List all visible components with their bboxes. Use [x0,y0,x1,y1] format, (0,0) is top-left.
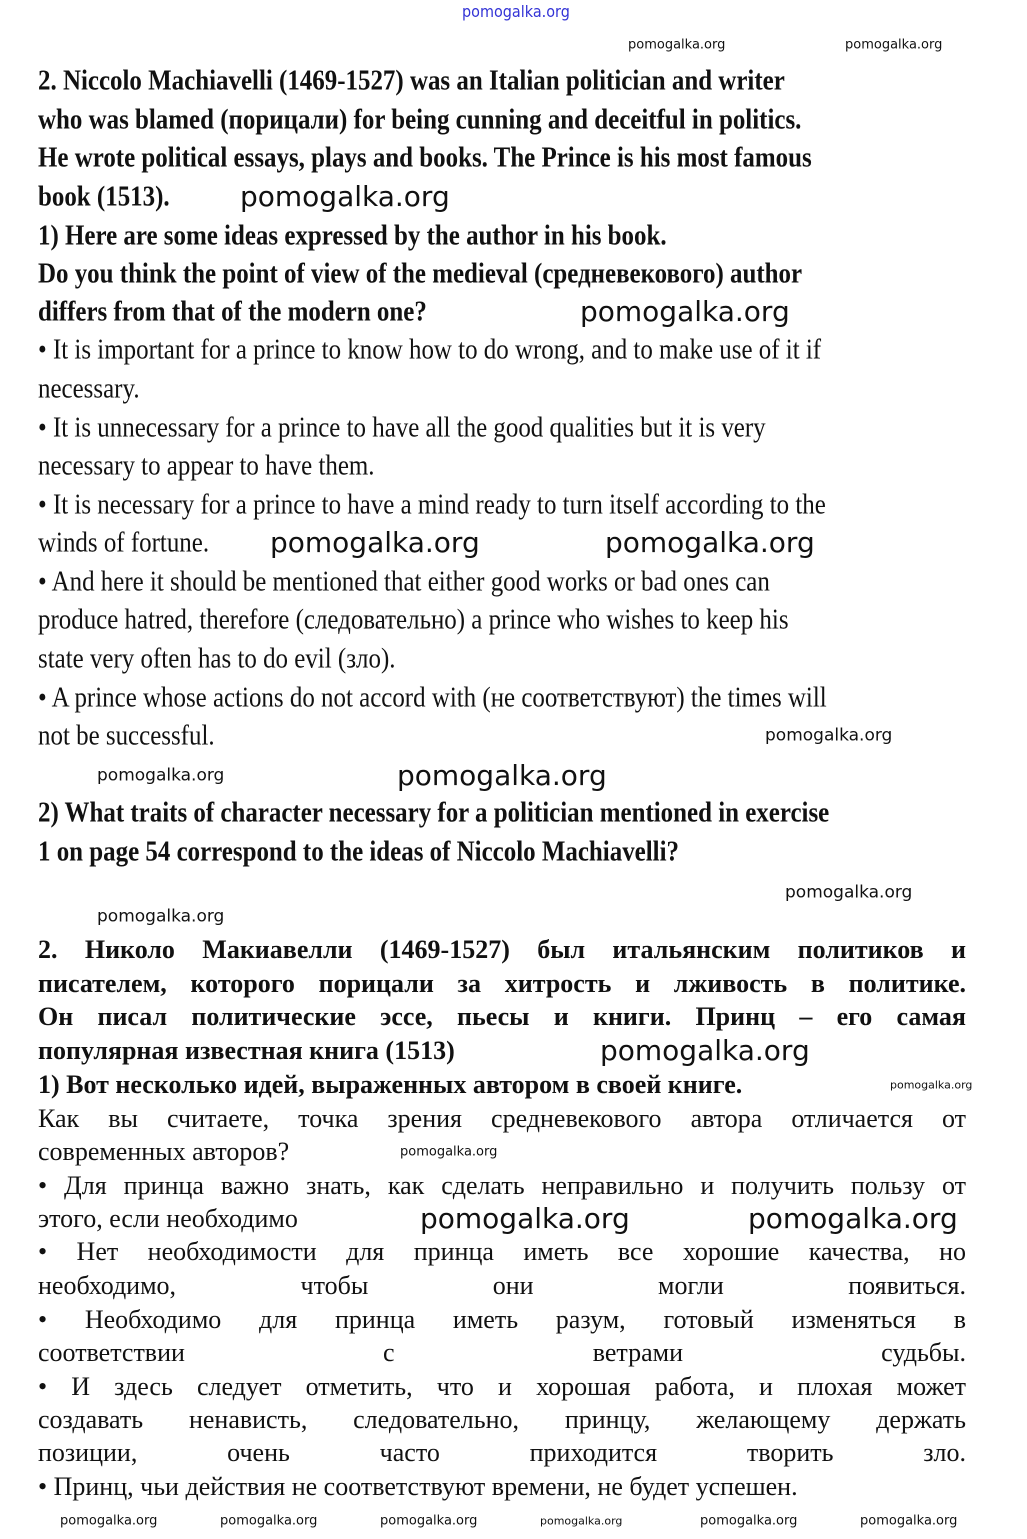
russian-bullet-line: позиции, очень часто приходится творить зло. [38,1438,966,1467]
english-text-line: Do you think the point of view of the medieval (средневекового) author [38,257,803,290]
russian-text-line: Как вы считаете, точка зрения средневекового автора отличается от [38,1104,966,1133]
english-bullet-line: necessary to appear to have them. [38,449,375,482]
english-question-heading: 1) Here are some ideas expressed by the author in his book. [38,219,667,252]
watermark: pomogalka.org [97,765,225,786]
english-bullet-line: • And here it should be mentioned that either good works or bad ones can [38,565,770,598]
watermark: pomogalka.org [240,180,450,213]
watermark: pomogalka.org [220,1513,318,1529]
russian-text-line: 2. Николо Макиавелли (1469-1527) был итальянским политиков и [38,935,966,964]
russian-bullet-line: • Принц, чьи действия не соответствуют времени, не будет успешен. [38,1472,798,1501]
watermark: pomogalka.org [400,1144,498,1160]
russian-bullet-line: • Необходимо для принца иметь разум, готовый изменяться в [38,1305,966,1334]
watermark: pomogalka.org [380,1513,478,1529]
watermark: pomogalka.org [785,882,913,903]
russian-bullet-line: соответствии с ветрами судьбы. [38,1338,966,1367]
watermark: pomogalka.org [397,759,607,792]
english-bullet-line: winds of fortune. [38,526,210,559]
watermark: pomogalka.org [890,1078,973,1092]
watermark: pomogalka.org [628,37,726,53]
watermark: pomogalka.org [700,1513,798,1529]
russian-text-line: современных авторов? [38,1137,290,1166]
russian-bullet-line: • Для принца важно знать, как сделать неправильно и получить пользу от [38,1171,966,1200]
watermark: pomogalka.org [600,1034,810,1067]
english-text-line: book (1513). [38,180,170,213]
watermark: pomogalka.org [580,295,790,328]
english-text-line: differs from that of the modern one? [38,295,427,328]
russian-bullet-line: • Нет необходимости для принца иметь все хорошие качества, но [38,1237,966,1266]
russian-text-line: Он писал политические эссе, пьесы и книги. Принц – его самая [38,1002,966,1031]
english-text-line: 2. Niccolo Machiavelli (1469-1527) was an Italian politician and writer [38,64,785,97]
watermark: pomogalka.org [860,1513,958,1529]
russian-bullet-line: • И здесь следует отметить, что и хорошая работа, и плохая может [38,1372,966,1401]
english-bullet-line: state very often has to do evil (зло). [38,642,396,675]
russian-text-line: популярная известная книга (1513) [38,1036,455,1065]
english-text-line: He wrote political essays, plays and books. The Prince is his most famous [38,141,812,174]
watermark: pomogalka.org [765,725,893,746]
russian-text-line: писателем, которого порицали за хитрость и лживость в политике. [38,969,966,998]
watermark: pomogalka.org [748,1202,958,1235]
russian-bullet-line: создавать ненависть, следовательно, принцу, желающему держать [38,1405,966,1434]
english-bullet-line: • It is important for a prince to know how to do wrong, and to make use of it if [38,333,822,366]
english-text-line: who was blamed (порицали) for being cunning and deceitful in politics. [38,103,802,136]
english-bullet-line: • A prince whose actions do not accord with (не соответствуют) the times will [38,681,827,714]
watermark: pomogalka.org [605,526,815,559]
watermark: pomogalka.org [97,906,225,927]
russian-bullet-line: необходимо, чтобы они могли появиться. [38,1271,966,1300]
watermark: pomogalka.org [60,1513,158,1529]
russian-question-heading: 1) Вот несколько идей, выраженных автором в своей книге. [38,1070,743,1099]
watermark: pomogalka.org [420,1202,630,1235]
russian-bullet-line: этого, если необходимо [38,1204,298,1233]
english-bullet-line: • It is unnecessary for a prince to have all the good qualities but it is very [38,411,766,444]
english-bullet-line: not be successful. [38,719,215,752]
english-bullet-line: necessary. [38,372,140,405]
watermark: pomogalka.org [540,1514,623,1528]
english-question-heading: 2) What traits of character necessary for a politician mentioned in exercise [38,796,830,829]
english-bullet-line: • It is necessary for a prince to have a mind ready to turn itself according to the [38,488,826,521]
watermark: pomogalka.org [845,37,943,53]
english-question-heading: 1 on page 54 correspond to the ideas of Niccolo Machiavelli? [38,835,680,868]
watermark-link[interactable]: pomogalka.org [461,2,570,21]
english-bullet-line: produce hatred, therefore (следовательно) a prince who wishes to keep his [38,603,789,636]
watermark: pomogalka.org [270,526,480,559]
